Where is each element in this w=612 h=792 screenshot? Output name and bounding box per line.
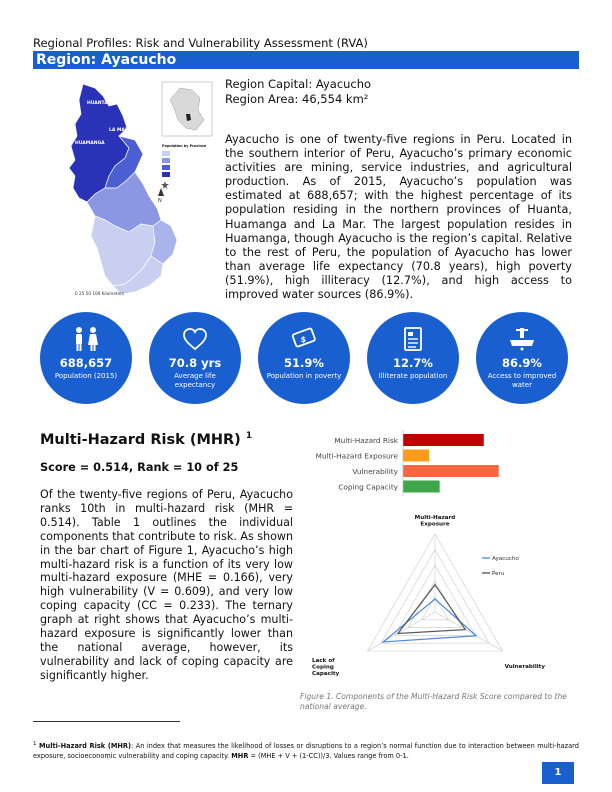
footnote-term: Multi-Hazard Risk (MHR) (38, 742, 132, 751)
legend-title: Population by Province (162, 144, 207, 148)
stat-poverty (258, 312, 350, 404)
page-number: 1 (542, 762, 574, 784)
radar-axis-label: Lack of Coping Capacity (312, 658, 340, 677)
map-label-huanta: HUANTA (87, 101, 108, 106)
figure-caption: Figure 1. Components of the Multi-Hazard Risk Score compared to the national average. (300, 692, 567, 711)
mhr-bar-chart-svg (280, 430, 580, 500)
bar (403, 450, 429, 462)
region-summary-paragraph: Ayacucho is one of twenty-five regions in Peru. Located in the southern interior of Peru, Ayacucho’s primary economic activities are mining, service industries, and agricultural production. As of 2015, Ayacucho’s population was estimated at 688,657; with the highest percentage of its population residing in the northern provinces of Huanta, Huamanga and La Mar. The largest population resides in Huamanga, though Ayacucho is the region’s capital. Relative to the rest of Peru, the population of Ayacucho has lower than average life expectancy (70.8 years), high poverty (51.9%), high illiteracy (12.7%), and high access to improved water sources (86.9%). (225, 133, 572, 302)
svg-text:$: $ (300, 335, 307, 344)
radar-axis-label: Vulnerability (504, 664, 545, 670)
footnote-reference[interactable]: 1 (245, 431, 253, 441)
mhr-body-paragraph: Of the twenty-five regions of Peru, Ayacucho ranks 10th in multi-hazard risk (MHR = 0.514). Table 1 outlines the individual components that contribute to risk. As shown in the bar chart of Figure 1, Ayacucho’s high multi-hazard risk is a function of its very low multi-hazard exposure (MHE = 0.166), very high vulnerability (V = 0.609), and very low coping capacity (CC = 0.233). The ternary graph at right shows that Ayacucho’s multi-hazard exposure is significantly lower than the national average, however, its vulnerability and lack of coping capacity are significantly higher. (40, 488, 293, 682)
mhr-heading-text: Multi-Hazard Risk (MHR) (40, 431, 241, 448)
map-label-huamanga: HUAMANGA (75, 141, 105, 146)
radar-legend-label: Ayacucho (492, 556, 519, 562)
radar-legend-label: Peru (492, 571, 505, 577)
radar-axis-label: Multi-Hazard Exposure (414, 515, 456, 528)
money-icon (258, 326, 350, 352)
footnote-divider (33, 721, 180, 722)
map-label-la-mar: LA MAR (109, 128, 129, 133)
footnote-text: : An index that measures the likelihood of losses or disruptions to a region’s normal function due to interaction between multi-hazard exposure, socioeconomic vulnerability and coping capacity. (33, 742, 579, 761)
footnote-number: 1 (33, 741, 37, 747)
faucet-icon (476, 326, 568, 352)
footnote (33, 739, 579, 761)
bar (403, 465, 499, 477)
footnote-formula: = (MHE + V + (1-CC))/3. Values range from 0-1. (248, 752, 409, 761)
mhr-heading (40, 431, 252, 448)
region-area: Region Area: 46,554 km² (225, 92, 369, 106)
stat-poverty-label: Population in poverty (266, 372, 342, 380)
bar (403, 481, 440, 493)
radar-axis (435, 612, 503, 651)
stat-life-expectancy (149, 312, 241, 404)
mhr-bar-chart (280, 430, 580, 500)
stat-life-expectancy-label: Average life expectancy (174, 372, 216, 389)
stat-population-value: 688,657 (59, 356, 113, 370)
inset-map (160, 80, 218, 208)
people-icon (40, 326, 132, 352)
bar-label: Coping Capacity (338, 482, 398, 492)
mhr-radar-chart-svg (300, 512, 550, 687)
mhr-score-line: Score = 0.514, Rank = 10 of 25 (40, 461, 239, 474)
bar-label: Multi-Hazard Exposure (315, 451, 398, 461)
region-banner: Region: Ayacucho (33, 51, 579, 69)
region-info (225, 77, 371, 107)
stat-water-access-value: 86.9% (502, 356, 542, 370)
stat-population-label: Population (2015) (54, 372, 118, 380)
document-icon (367, 326, 459, 352)
radar-series-peru (398, 585, 466, 634)
stat-population (40, 312, 132, 404)
mhr-radar-chart (300, 512, 550, 687)
stat-water-access (476, 312, 568, 404)
footnote-formula-label: MHR (231, 752, 249, 761)
stat-poverty-value: 51.9% (284, 356, 324, 370)
stat-life-expectancy-value: 70.8 yrs (168, 356, 222, 370)
stat-illiteracy (367, 312, 459, 404)
stat-water-access-label: Access to improved water (487, 372, 557, 389)
inset-map-graphic (160, 80, 218, 208)
bar-label: Multi-Hazard Risk (334, 436, 398, 445)
stat-illiteracy-label: Illiterate population (378, 372, 448, 380)
stat-illiteracy-value: 12.7% (393, 356, 433, 370)
heart-icon (149, 326, 241, 352)
map-scale-bar: 0 25 50 100 Kilometers (75, 291, 125, 296)
region-capital: Region Capital: Ayacucho (225, 77, 372, 91)
bar-label: Vulnerability (352, 467, 398, 476)
bar (403, 434, 484, 446)
svg-text:N: N (158, 198, 162, 204)
document-header-title: Regional Profiles: Risk and Vulnerability Assessment (RVA) (33, 36, 368, 50)
